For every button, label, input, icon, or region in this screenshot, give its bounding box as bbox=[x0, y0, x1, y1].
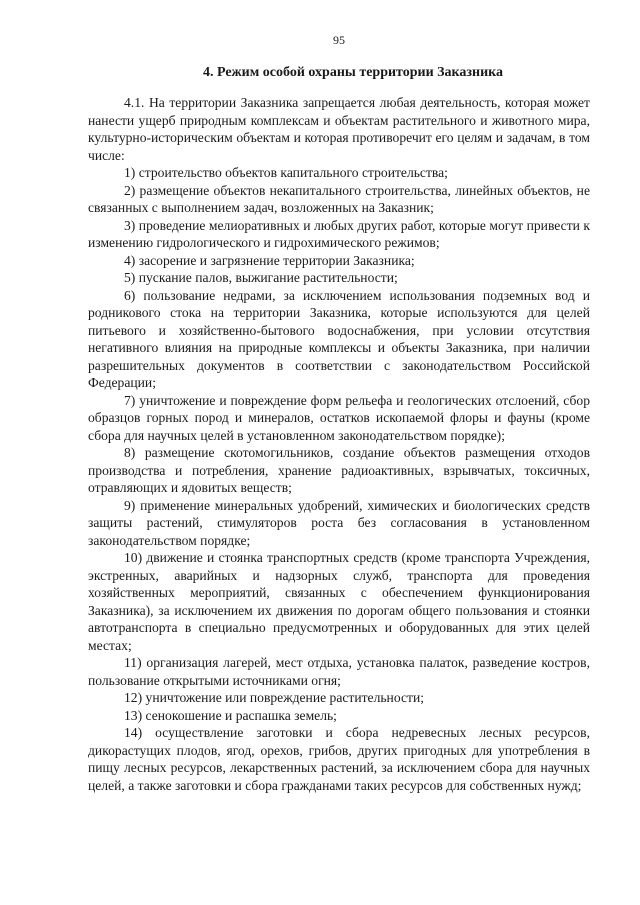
list-item: 8) размещение скотомогильников, создание объектов размещения отходов производства и потребления, хранение радиоактивных, взрывчатых, токсичных, отравляющих и ядовитых веществ; bbox=[88, 445, 590, 495]
list-item: 7) уничтожение и повреждение форм рельефа и геологических отслоений, сбор образцов горных пород и минералов, остатков ископаемой флоры и фауны (кроме сбора для научных целей в установленном законодательством порядке); bbox=[88, 392, 590, 443]
list-item: 4) засорение и загрязнение территории Заказника; bbox=[124, 252, 415, 268]
list-item: 6) пользование недрами, за исключением использования подземных вод и родникового стока на территории Заказника, которые используются для целей питьевого и хозяйственно-бытового водоснабжения, при условии отсутствия негативного влияния на природные комплексы и объекты Заказника, при наличии разрешительных документов в соответствии с законодательством Российской Федерации; bbox=[88, 287, 590, 390]
list-item: 13) сенокошение и распашка земель; bbox=[124, 707, 337, 723]
list-item: 3) проведение мелиоративных и любых других работ, которые могут привести к изменению гидрологического и гидрохимического режимов; bbox=[88, 217, 590, 250]
list-item: 11) организация лагерей, мест отдыха, установка палаток, разведение костров, пользование открытыми источниками огня; bbox=[88, 655, 590, 688]
section-heading: 4. Режим особой охраны территории Заказника bbox=[202, 65, 504, 80]
list-item: 9) применение минеральных удобрений, химических и биологических средств защиты растений, стимуляторов роста без согласования в установленном законодательством порядке; bbox=[88, 497, 590, 548]
list-item: 10) движение и стоянка транспортных средств (кроме транспорта Учреждения, экстренных, аварийных и надзорных служб, транспорта для проведения хозяйственных мероприятий, связанных с обеспечением функционирования Заказника), за исключением их движения по дорогам общего пользования и стоянки автотранспорта в специально предусмотренных и оборудованных для этих целей местах; bbox=[88, 550, 590, 653]
list-item: 1) строительство объектов капитального строительства; bbox=[124, 165, 448, 180]
list-item: 12) уничтожение или повреждение растительности; bbox=[124, 690, 424, 705]
list-item: 5) пускание палов, выжигание растительности; bbox=[124, 270, 398, 285]
page-number: 95 bbox=[333, 33, 345, 47]
list-item: 14) осуществление заготовки и сбора недревесных лесных ресурсов, дикорастущих плодов, ягод, орехов, грибов, других пригодных для употребления в пищу лесных ресурсов, лекарственных растений, за исключением сбора для научных целей, а также заготовки и сбора гражданами таких ресурсов для собственных нужд; bbox=[88, 725, 590, 793]
list-item: 2) размещение объектов некапитального строительства, линейных объектов, не связанных с выполнением задач, возложенных на Заказник; bbox=[88, 182, 590, 215]
intro-paragraph: 4.1. На территории Заказника запрещается любая деятельность, которая может нанести ущерб природным комплексам и объектам растительного и животного мира, культурно-историческим объектам и которая противоречит его целям и задачам, в том числе: bbox=[88, 95, 590, 163]
